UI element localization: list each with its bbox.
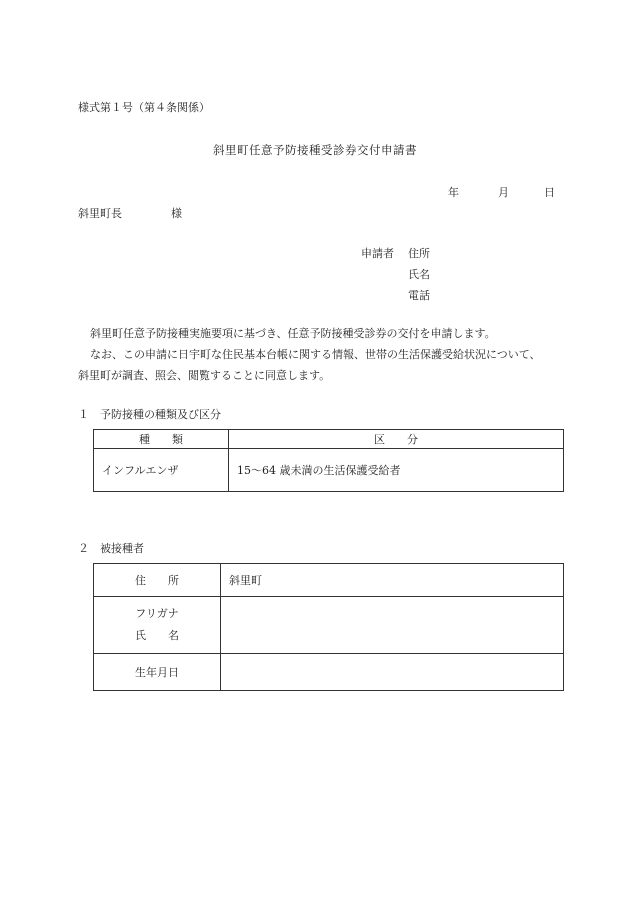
recipient-address-field[interactable]: 斜里町 [221,564,564,597]
table-row-address [94,564,564,597]
applicant-address-label: 住所 [408,247,430,260]
cell-vaccine-type: インフルエンザ [94,449,229,492]
addressee-suffix: 様 [171,207,182,220]
table-row [94,449,564,492]
header-category: 区 分 [229,430,564,449]
date-year-label: 年 [448,186,459,199]
birthdate-label: 生年月日 [94,654,221,691]
applicant-name-label: 氏名 [408,268,430,281]
birthdate-field[interactable] [221,654,564,691]
body-paragraph-3: 斜里町が調査、照会、閲覧することに同意します。 [78,369,331,382]
name-label: 氏 名 [135,629,179,642]
cell-eligibility-category: 15～64 歳未満の生活保護受給者 [229,449,564,492]
table-header-row [94,430,564,449]
header-type: 種 類 [94,430,229,449]
body-paragraph-2: なお、この申請に日宇町な住民基本台帳に関する情報、世帯の生活保護受給状況について、 [90,348,541,361]
form-number: 様式第１号（第４条関係） [78,101,210,114]
vaccination-type-table [93,429,564,492]
recipient-table [93,563,564,691]
table-row-name [94,597,564,654]
recipient-address-label: 住 所 [94,564,221,597]
document-title: 斜里町任意予防接種受診券交付申請書 [213,143,417,157]
table-row-birthdate [94,654,564,691]
applicant-label: 申請者 [361,247,394,260]
body-paragraph-1: 斜里町任意予防接種実施要項に基づき、任意予防接種受診券の交付を申請します。 [90,327,496,340]
addressee-name: 斜里町長 [78,207,122,220]
recipient-name-labels [135,603,179,647]
date-day-label: 日 [544,186,555,199]
section1-heading: １ 予防接種の種類及び区分 [78,408,221,421]
applicant-phone-label: 電話 [408,289,430,302]
section2-heading: ２ 被接種者 [78,542,144,555]
recipient-name-field[interactable] [221,597,564,654]
date-month-label: 月 [498,186,509,199]
furigana-label: フリガナ [135,607,179,620]
